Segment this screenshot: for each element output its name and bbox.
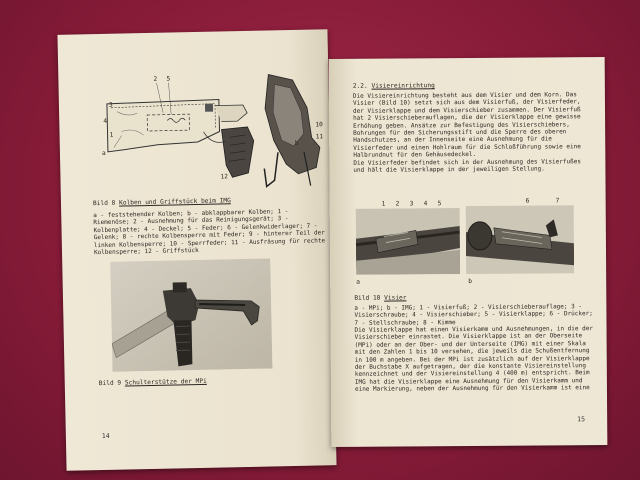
figure-9-caption xyxy=(99,378,207,387)
body-paragraph-2: Die Visierklappe hat einen Visierkamm und Ausnehmungen, in die der Visierschieber einrastet. Die Visierklappe ist an der Oberseite (MPi) oder an der Ober- und der Unterseite (IMG) mit einer Skala mit den Zahlen 1 bis 10 versehen, die jeweils die Schußentfernung in 100 m angeben. Bei der MPi ist zusätzlich auf der Visierklappe der Buchstabe X aufgetragen, der die konstante Visiereinstellung kennzeichnet und der Visiereinstellung 4 (400 m) entspricht. Beim IMG hat die Visierklappe eine Ausnehmung für den Visierkamm und eine Markierung, neben der Ausnehmung für den Visierkamm ist eine xyxy=(354,325,597,394)
label-b: b xyxy=(294,139,299,147)
figure-10b-photo xyxy=(466,205,574,274)
body-paragraph-1: Die Visiereinrichtung besteht aus dem Visier und dem Korn. Das Visier (Bild 10) setzt sich aus dem Visierfuß, der Visierfeder, der Visierklappe und dem Visierschieber zusammen. Der Visierfuß hat 2 Visierschieberauflagen, die der Visierklappe eine gewisse Erhöhung geben. Ansätze zur Befestigung des Visierschiebers, Bohrungen für den Sicherungsstift und die Sperre des oberen Handschutzes, an der Innenseite eine Ausnehmung für die Visierfeder und einen Hohlraum für die Schloßführung sowie eine Halbrundnut für den Gehäusedeckel. Die Visierfeder befindet sich in der Ausnehmung des Visierfußes und hält die Visierklappe in der jeweiligen Stellung. xyxy=(352,91,585,174)
fig10-label-4: 4 xyxy=(423,200,428,208)
section-heading xyxy=(353,82,435,90)
label-4: 4 xyxy=(103,117,108,125)
right-page xyxy=(329,57,608,447)
left-page xyxy=(57,29,336,471)
caption-9-title: Schulterstütze der MPi xyxy=(124,377,207,387)
page-number-15: 15 xyxy=(577,415,586,424)
sight-lmg-photo xyxy=(466,205,574,274)
stock-drawing xyxy=(96,67,328,192)
label-1: 1 xyxy=(109,131,114,139)
fig10-label-5: 5 xyxy=(437,200,442,208)
caption-9-prefix: Bild 9 xyxy=(98,379,122,388)
caption-8-prefix: Bild 8 xyxy=(92,199,116,208)
sight-mpi-photo xyxy=(356,208,460,275)
caption-10-title: Visier xyxy=(384,294,407,302)
label-5: 5 xyxy=(166,75,171,83)
label-11: 11 xyxy=(315,133,324,141)
label-10: 10 xyxy=(315,121,323,129)
figure-10a-photo xyxy=(356,208,460,275)
fig10-label-3: 3 xyxy=(409,200,414,208)
caption-10-prefix: Bild 10 xyxy=(354,294,381,302)
fig10-label-a: a xyxy=(356,278,360,286)
figure-10-legend: a - MPi; b - IMG; 1 - Visierfuß; 2 - Visierschieberauflage; 3 - Visierschraube; 4 - Visierschieber; 5 - Visierklappe; 6 - Drücker; 7 - Stellschraube; 8 - Kimme xyxy=(354,303,597,327)
fig10-label-b: b xyxy=(468,277,472,285)
caption-8-title: Kolben und Griffstück beim IMG xyxy=(119,197,231,207)
shoulder-stock-photo xyxy=(110,258,272,371)
label-2: 2 xyxy=(153,75,158,83)
page-number-14: 14 xyxy=(101,431,110,441)
fig10-label-6: 6 xyxy=(525,197,530,205)
figure-10-caption xyxy=(354,294,406,301)
label-a: a xyxy=(101,149,106,157)
fig10-label-2: 2 xyxy=(395,200,400,208)
figure-8-legend: a - feststehender Kolben; b - abklappbarer Kolben; 1 - Riemenöse; 2 - Ausnehmung für das Reinigungsgerät; 3 - Kolbenplatte; 4 - Deckel; 5 - Feder; 6 - Gelenkwiderlager; 7 - Gelenk; 8 - rechte Kolbensperre mit Feder; 9 - hinterer Teil der linken Kolbensperre; 10 - Sperrfeder; 11 - Ausfräsung für rechte Kolbensperre; 12 - Griffstück xyxy=(93,208,329,257)
fig10-label-1: 1 xyxy=(381,200,386,208)
figure-8-diagram xyxy=(96,67,328,192)
label-12: 12 xyxy=(220,173,229,181)
section-title: Visiereinrichtung xyxy=(371,82,435,90)
fig10-label-7: 7 xyxy=(555,197,560,205)
section-number: 2.2. xyxy=(352,82,368,90)
figure-9-photo xyxy=(110,258,272,371)
label-3: 3 xyxy=(108,101,113,109)
figure-8-caption xyxy=(93,197,231,207)
